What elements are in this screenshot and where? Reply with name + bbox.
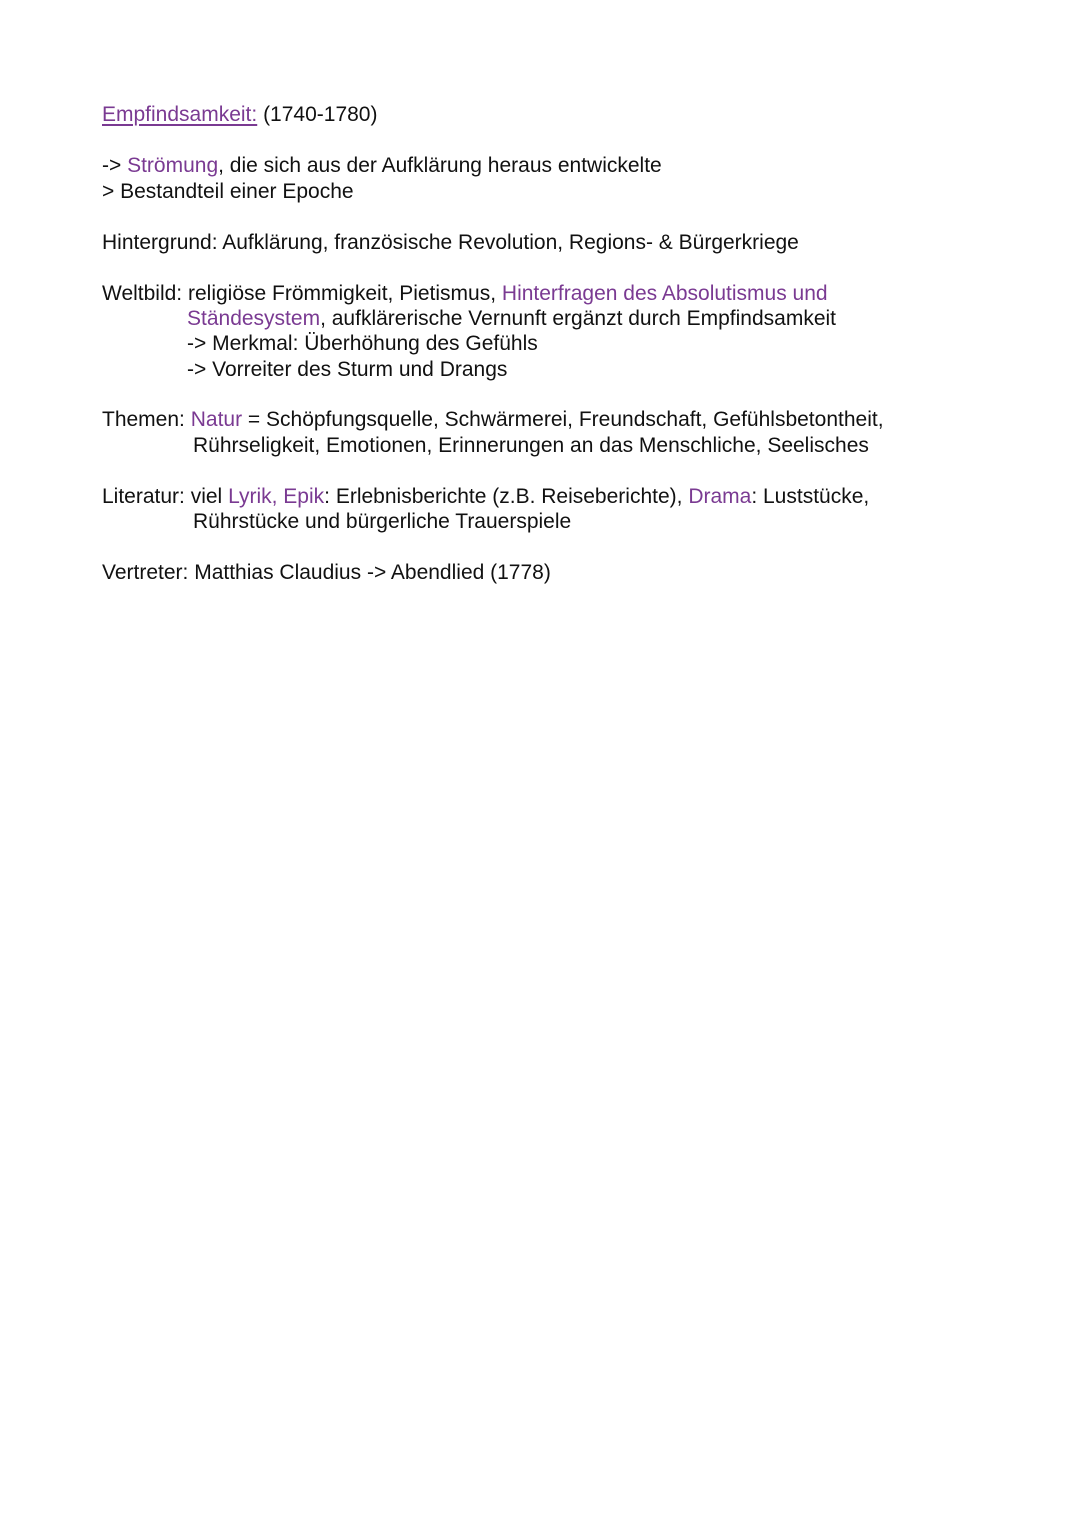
weltbild-line-1 <box>102 281 828 307</box>
intro-arrow: -> <box>102 154 128 177</box>
themen-line-2: Rührseligkeit, Emotionen, Erinnerungen an das Menschliche, Seelisches <box>193 434 869 457</box>
heading-title: Empfindsamkeit: <box>102 103 258 126</box>
literatur-line-1 <box>102 484 869 510</box>
hintergrund-line: Hintergrund: Aufklärung, französische Revolution, Regions- & Bürgerkriege <box>102 231 799 254</box>
themen-line-1-rest: = Schöpfungsquelle, Schwärmerei, Freundschaft, Gefühlsbetontheit, <box>242 408 884 431</box>
weltbild-line-2-rest: , aufklärerische Vernunft ergänzt durch Empfindsamkeit <box>320 307 837 330</box>
literatur-mid: : Erlebnisberichte (z.B. Reiseberichte), <box>324 485 689 508</box>
intro-line-2: > Bestandteil einer Epoche <box>102 180 354 203</box>
literatur-accent-1: Lyrik, Epik <box>228 485 325 508</box>
themen-label: Themen: <box>102 408 191 431</box>
themen-accent: Natur <box>190 408 243 431</box>
intro-line-1 <box>102 153 662 179</box>
literatur-end: : Luststücke, <box>751 485 870 508</box>
literatur-label: Literatur: viel <box>102 485 229 508</box>
heading-line <box>102 102 377 128</box>
literatur-line-2: Rührstücke und bürgerliche Trauerspiele <box>193 510 572 533</box>
weltbild-line-3: -> Merkmal: Überhöhung des Gefühls <box>187 332 538 355</box>
weltbild-line-4: -> Vorreiter des Sturm und Drangs <box>187 358 508 381</box>
themen-line-1 <box>102 407 884 433</box>
vertreter-line: Vertreter: Matthias Claudius -> Abendlied (1778) <box>102 561 551 584</box>
heading-years: (1740-1780) <box>257 103 378 126</box>
weltbild-accent-1: Hinterfragen des Absolutismus und <box>501 282 828 305</box>
weltbild-accent-2: Ständesystem <box>187 307 321 330</box>
weltbild-plain: Weltbild: religiöse Frömmigkeit, Pietismus, <box>102 282 502 305</box>
weltbild-line-2 <box>187 306 836 332</box>
literatur-accent-2: Drama <box>688 485 752 508</box>
intro-line-1-rest: , die sich aus der Aufklärung heraus entwickelte <box>218 154 662 177</box>
intro-accent: Strömung <box>127 154 219 177</box>
